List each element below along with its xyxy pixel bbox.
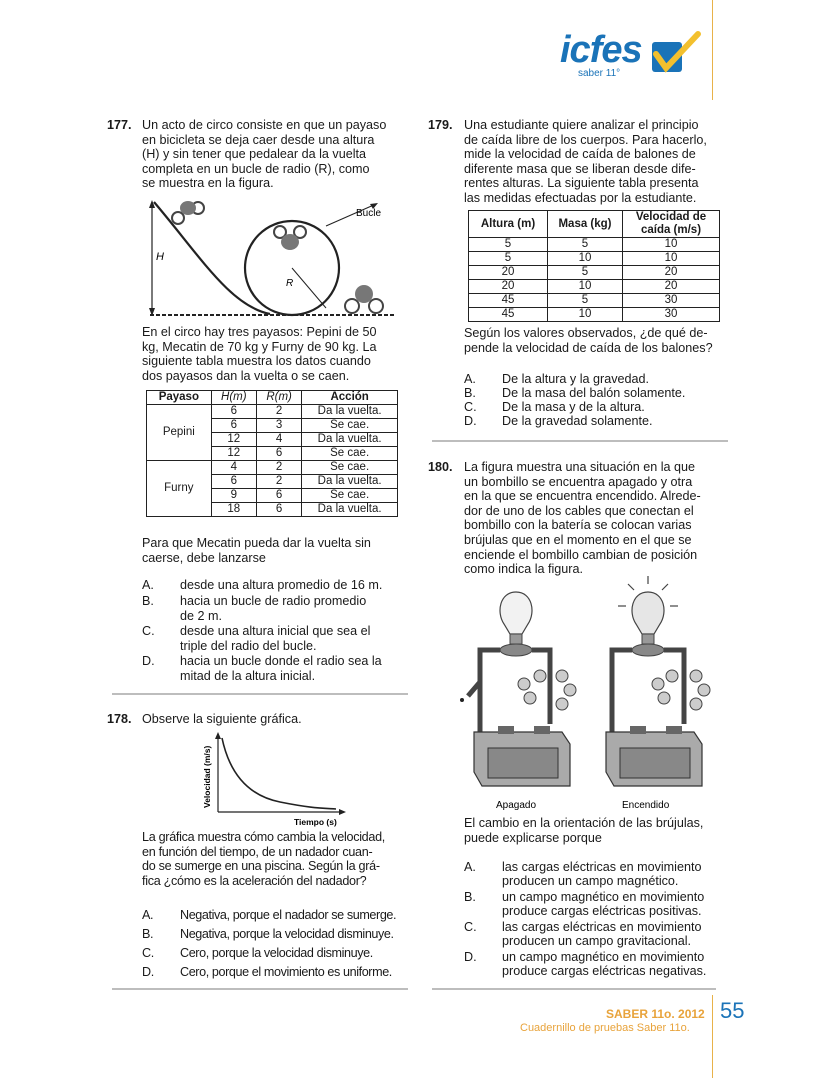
question-180-text bbox=[464, 460, 724, 577]
label-h: H bbox=[156, 251, 164, 263]
option-letter: C. bbox=[142, 624, 155, 638]
question-179-prompt bbox=[464, 326, 724, 355]
option-text: produce cargas eléctricas negativas. bbox=[502, 964, 707, 978]
label-on: Encendido bbox=[622, 800, 670, 811]
separator bbox=[432, 988, 716, 990]
velocity-curve bbox=[222, 738, 336, 809]
option-letter: B. bbox=[464, 386, 476, 400]
text-line: las medidas efectuadas por la estudiante. bbox=[464, 190, 697, 205]
table-cell: 6 bbox=[211, 475, 256, 489]
table-row bbox=[469, 280, 720, 294]
table-cell: Se cae. bbox=[302, 419, 398, 433]
option-letter: B. bbox=[464, 890, 476, 904]
header-divider bbox=[712, 0, 713, 100]
text-line: como indica la figura. bbox=[464, 562, 584, 577]
option-text: desde una altura promedio de 16 m. bbox=[180, 578, 383, 592]
option-178-a[interactable] bbox=[142, 908, 404, 924]
text-line: en función del tiempo, de un nadador cuan- bbox=[142, 844, 373, 859]
option-178-b[interactable] bbox=[142, 927, 404, 943]
option-text: Cero, porque el movimiento es uniforme. bbox=[180, 965, 392, 979]
option-177-d[interactable] bbox=[142, 654, 404, 686]
separator bbox=[112, 693, 408, 695]
option-letter: C. bbox=[464, 920, 477, 934]
text-line: La figura muestra una situación en la que bbox=[464, 460, 696, 474]
text-line: diferente masa que se liberan desde dife- bbox=[464, 161, 696, 176]
logo-subtitle: saber 11° bbox=[578, 68, 621, 79]
text-line: (H) y sin tener que pedalear da la vuelta bbox=[142, 147, 367, 162]
cyclist-loop bbox=[274, 226, 306, 250]
option-letter: A. bbox=[142, 578, 154, 592]
table-cell: Se cae. bbox=[302, 461, 398, 475]
question-179-text bbox=[464, 118, 724, 206]
table-cell: 6 bbox=[256, 503, 301, 517]
loop-figure bbox=[140, 196, 402, 322]
table-cell: 9 bbox=[211, 489, 256, 503]
cyclist-top bbox=[172, 201, 204, 224]
table-cell: 30 bbox=[623, 308, 720, 322]
option-letter: C. bbox=[464, 400, 477, 414]
wire bbox=[532, 650, 550, 724]
option-letter: A. bbox=[464, 372, 476, 386]
table-cell: 2 bbox=[256, 461, 301, 475]
x-axis-label: Tiempo (s) bbox=[294, 817, 337, 827]
table-row bbox=[469, 294, 720, 308]
table-row bbox=[147, 405, 398, 419]
option-text: De la masa y de la altura. bbox=[502, 400, 645, 414]
text-line: se muestra en la figura. bbox=[142, 176, 274, 191]
option-letter: C. bbox=[142, 946, 154, 960]
label-r: R bbox=[286, 278, 294, 289]
table-header-row bbox=[469, 211, 720, 238]
option-text: De la masa del balón solamente. bbox=[502, 386, 686, 400]
table-cell: 2 bbox=[256, 405, 301, 419]
header-cell: Masa (kg) bbox=[548, 211, 623, 238]
question-179-number: 179. bbox=[428, 118, 453, 132]
table-cell: 5 bbox=[548, 294, 623, 308]
table-cell: 3 bbox=[256, 419, 301, 433]
text-line: siguiente tabla muestra los datos cuando bbox=[142, 354, 371, 369]
option-letter: D. bbox=[142, 965, 154, 979]
text-line: Según los valores observados, ¿de qué de- bbox=[464, 326, 708, 340]
option-letter: D. bbox=[142, 654, 155, 668]
table-row bbox=[469, 266, 720, 280]
text-line: brújulas que en el momento en el que se bbox=[464, 532, 692, 547]
separator bbox=[432, 440, 728, 442]
option-178-d[interactable] bbox=[142, 965, 404, 981]
bulb-on bbox=[632, 592, 664, 634]
option-letter: D. bbox=[464, 950, 477, 964]
radius-line bbox=[292, 268, 326, 308]
option-text: desde una altura inicial que sea el bbox=[180, 624, 371, 638]
y-axis-label: Velocidad (m/s) bbox=[202, 745, 212, 808]
option-text: Cero, porque la velocidad disminuye. bbox=[180, 946, 373, 960]
table-row bbox=[469, 252, 720, 266]
option-177-c[interactable] bbox=[142, 624, 404, 656]
table-cell: 6 bbox=[256, 489, 301, 503]
wire bbox=[468, 650, 500, 696]
header-cell: Payaso bbox=[147, 391, 212, 405]
table-row bbox=[469, 238, 720, 252]
option-text: De la gravedad solamente. bbox=[502, 414, 653, 428]
text-line: Una estudiante quiere analizar el principio bbox=[464, 118, 699, 132]
text-line: de caída libre de los cuerpos. Para hacerlo, bbox=[464, 132, 707, 147]
question-180-number: 180. bbox=[428, 460, 453, 474]
header-cell: H(m) bbox=[211, 391, 256, 405]
group-cell: Furny bbox=[147, 461, 212, 517]
checkmark-icon bbox=[646, 30, 702, 78]
option-text: las cargas eléctricas en movimiento bbox=[502, 920, 702, 934]
question-177-text bbox=[142, 118, 404, 191]
option-180-b[interactable] bbox=[464, 890, 724, 920]
question-177-number: 177. bbox=[107, 118, 132, 132]
question-178-body bbox=[142, 830, 404, 888]
table-cell: Se cae. bbox=[302, 489, 398, 503]
text-line: enciende el bombillo cambian de posición bbox=[464, 547, 698, 562]
table-cell: 12 bbox=[211, 447, 256, 461]
option-text: De la altura y la gravedad. bbox=[502, 372, 650, 386]
table-cell: Da la vuelta. bbox=[302, 503, 398, 517]
question-177-prompt bbox=[142, 536, 404, 565]
table-cell: 45 bbox=[469, 294, 548, 308]
compasses-off bbox=[518, 670, 576, 710]
option-180-a[interactable] bbox=[464, 860, 724, 890]
table-cell: 30 bbox=[623, 294, 720, 308]
table-cell: 10 bbox=[623, 238, 720, 252]
text-line: El cambio en la orientación de las brújulas, bbox=[464, 816, 704, 830]
header-cell: Acción bbox=[302, 391, 398, 405]
text-line: rentes alturas. La siguiente tabla presenta bbox=[464, 176, 699, 191]
footer-subtitle: Cuadernillo de pruebas Saber 11o. bbox=[520, 1022, 690, 1034]
option-180-c[interactable] bbox=[464, 920, 724, 950]
label-bucle: Bucle bbox=[356, 208, 382, 219]
option-178-c[interactable] bbox=[142, 946, 404, 962]
header-cell: Altura (m) bbox=[469, 211, 548, 238]
option-text: Negativa, porque el nadador se sumerge. bbox=[180, 908, 397, 922]
table-cell: Da la vuelta. bbox=[302, 405, 398, 419]
table-row bbox=[469, 308, 720, 322]
table-cell: 5 bbox=[469, 238, 548, 252]
option-177-a[interactable] bbox=[142, 578, 404, 594]
option-text: mitad de la altura inicial. bbox=[180, 669, 316, 683]
clown-table bbox=[146, 390, 398, 517]
question-178-text: Observe la siguiente gráfica. bbox=[142, 712, 302, 726]
logo-text: icfes bbox=[560, 29, 642, 71]
velocity-graph bbox=[200, 730, 348, 830]
compasses-on bbox=[652, 670, 710, 710]
option-text: hacia un bucle de radio promedio bbox=[180, 594, 367, 608]
question-178-number: 178. bbox=[107, 712, 132, 726]
table-cell: 10 bbox=[548, 280, 623, 294]
circuit-off bbox=[460, 592, 576, 811]
header-cell: Velocidad de caída (m/s) bbox=[623, 211, 720, 238]
table-header-row bbox=[147, 391, 398, 405]
text-line: completa en un bucle de radio (R), como bbox=[142, 161, 370, 176]
text-line: La gráfica muestra cómo cambia la velocidad, bbox=[142, 830, 385, 844]
circuit-figure bbox=[452, 572, 718, 814]
text-line: en la que se encuentra encendido. Alrede- bbox=[464, 489, 701, 504]
option-177-b[interactable] bbox=[142, 594, 404, 626]
table-cell: 5 bbox=[548, 238, 623, 252]
text-line: en bicicleta se deja caer desde una altura bbox=[142, 132, 375, 147]
table-cell: 20 bbox=[623, 266, 720, 280]
option-letter: B. bbox=[142, 927, 154, 941]
wire bbox=[664, 650, 684, 724]
table-cell: 45 bbox=[469, 308, 548, 322]
bulb-off bbox=[500, 592, 532, 634]
label-off: Apagado bbox=[496, 800, 537, 811]
option-letter: A. bbox=[464, 860, 476, 874]
option-text: un campo magnético en movimiento bbox=[502, 950, 705, 964]
table-cell: 20 bbox=[469, 266, 548, 280]
text-line: do se sumerge en una piscina. Según la grá- bbox=[142, 859, 380, 874]
table-cell: 10 bbox=[548, 308, 623, 322]
table-cell: Se cae. bbox=[302, 447, 398, 461]
text-line: Un acto de circo consiste en que un payaso bbox=[142, 118, 387, 132]
footer-divider bbox=[712, 995, 713, 1078]
table-cell: 6 bbox=[211, 419, 256, 433]
page-number: 55 bbox=[720, 998, 745, 1023]
option-179-d[interactable] bbox=[464, 414, 724, 430]
text-line: dor de uno de los cables que conectan el bbox=[464, 503, 694, 518]
text-line: un bombillo se encuentra apagado y otra bbox=[464, 474, 693, 489]
text-line: kg, Mecatin de 70 kg y Furny de 90 kg. La bbox=[142, 339, 377, 354]
option-180-d[interactable] bbox=[464, 950, 724, 980]
circuit-on bbox=[606, 576, 710, 811]
table-cell: 10 bbox=[623, 252, 720, 266]
text-line: dos payasos dan la vuelta o se caen. bbox=[142, 368, 350, 383]
option-letter: B. bbox=[142, 594, 154, 608]
table-cell: 20 bbox=[469, 280, 548, 294]
table-cell: 12 bbox=[211, 433, 256, 447]
footer-title: SABER 11o. 2012 bbox=[606, 1007, 705, 1021]
question-177-context bbox=[142, 325, 404, 383]
table-cell: 20 bbox=[623, 280, 720, 294]
cyclist-bottom bbox=[345, 285, 383, 313]
option-text: produce cargas eléctricas positivas. bbox=[502, 904, 702, 918]
icfes-logo bbox=[560, 30, 700, 90]
table-cell: 5 bbox=[548, 266, 623, 280]
text-line: bombillo con la batería se colocan varias bbox=[464, 518, 692, 533]
table-cell: Da la vuelta. bbox=[302, 433, 398, 447]
table-row bbox=[147, 461, 398, 475]
wire bbox=[612, 650, 632, 732]
option-text: de 2 m. bbox=[180, 609, 222, 623]
option-text: producen un campo magnético. bbox=[502, 874, 679, 888]
header-cell: R(m) bbox=[256, 391, 301, 405]
option-text: triple del radio del bucle. bbox=[180, 639, 317, 653]
question-180-prompt bbox=[464, 816, 724, 845]
table-cell: 4 bbox=[256, 433, 301, 447]
text-line: pende la velocidad de caída de los balones? bbox=[464, 340, 713, 355]
option-text: un campo magnético en movimiento bbox=[502, 890, 705, 904]
table-cell: 10 bbox=[548, 252, 623, 266]
table-cell: 18 bbox=[211, 503, 256, 517]
text-line: fica ¿cómo es la aceleración del nadador? bbox=[142, 873, 367, 888]
table-cell: 4 bbox=[211, 461, 256, 475]
text-line: caerse, debe lanzarse bbox=[142, 550, 266, 565]
option-text: hacia un bucle donde el radio sea la bbox=[180, 654, 382, 668]
text-line: puede explicarse porque bbox=[464, 830, 602, 845]
text-line: Para que Mecatin pueda dar la vuelta sin bbox=[142, 536, 371, 550]
text-line: En el circo hay tres payasos: Pepini de 50 bbox=[142, 325, 377, 339]
fall-table bbox=[468, 210, 720, 322]
table-cell: 5 bbox=[469, 252, 548, 266]
text-line: mide la velocidad de caída de balones de bbox=[464, 147, 696, 162]
group-cell: Pepini bbox=[147, 405, 212, 461]
table-cell: 2 bbox=[256, 475, 301, 489]
table-cell: Da la vuelta. bbox=[302, 475, 398, 489]
option-letter: A. bbox=[142, 908, 154, 922]
option-text: producen un campo gravitacional. bbox=[502, 934, 692, 948]
separator bbox=[112, 988, 408, 990]
table-cell: 6 bbox=[256, 447, 301, 461]
option-text: las cargas eléctricas en movimiento bbox=[502, 860, 702, 874]
table-cell: 6 bbox=[211, 405, 256, 419]
option-letter: D. bbox=[464, 414, 477, 428]
option-text: Negativa, porque la velocidad disminuye. bbox=[180, 927, 394, 941]
